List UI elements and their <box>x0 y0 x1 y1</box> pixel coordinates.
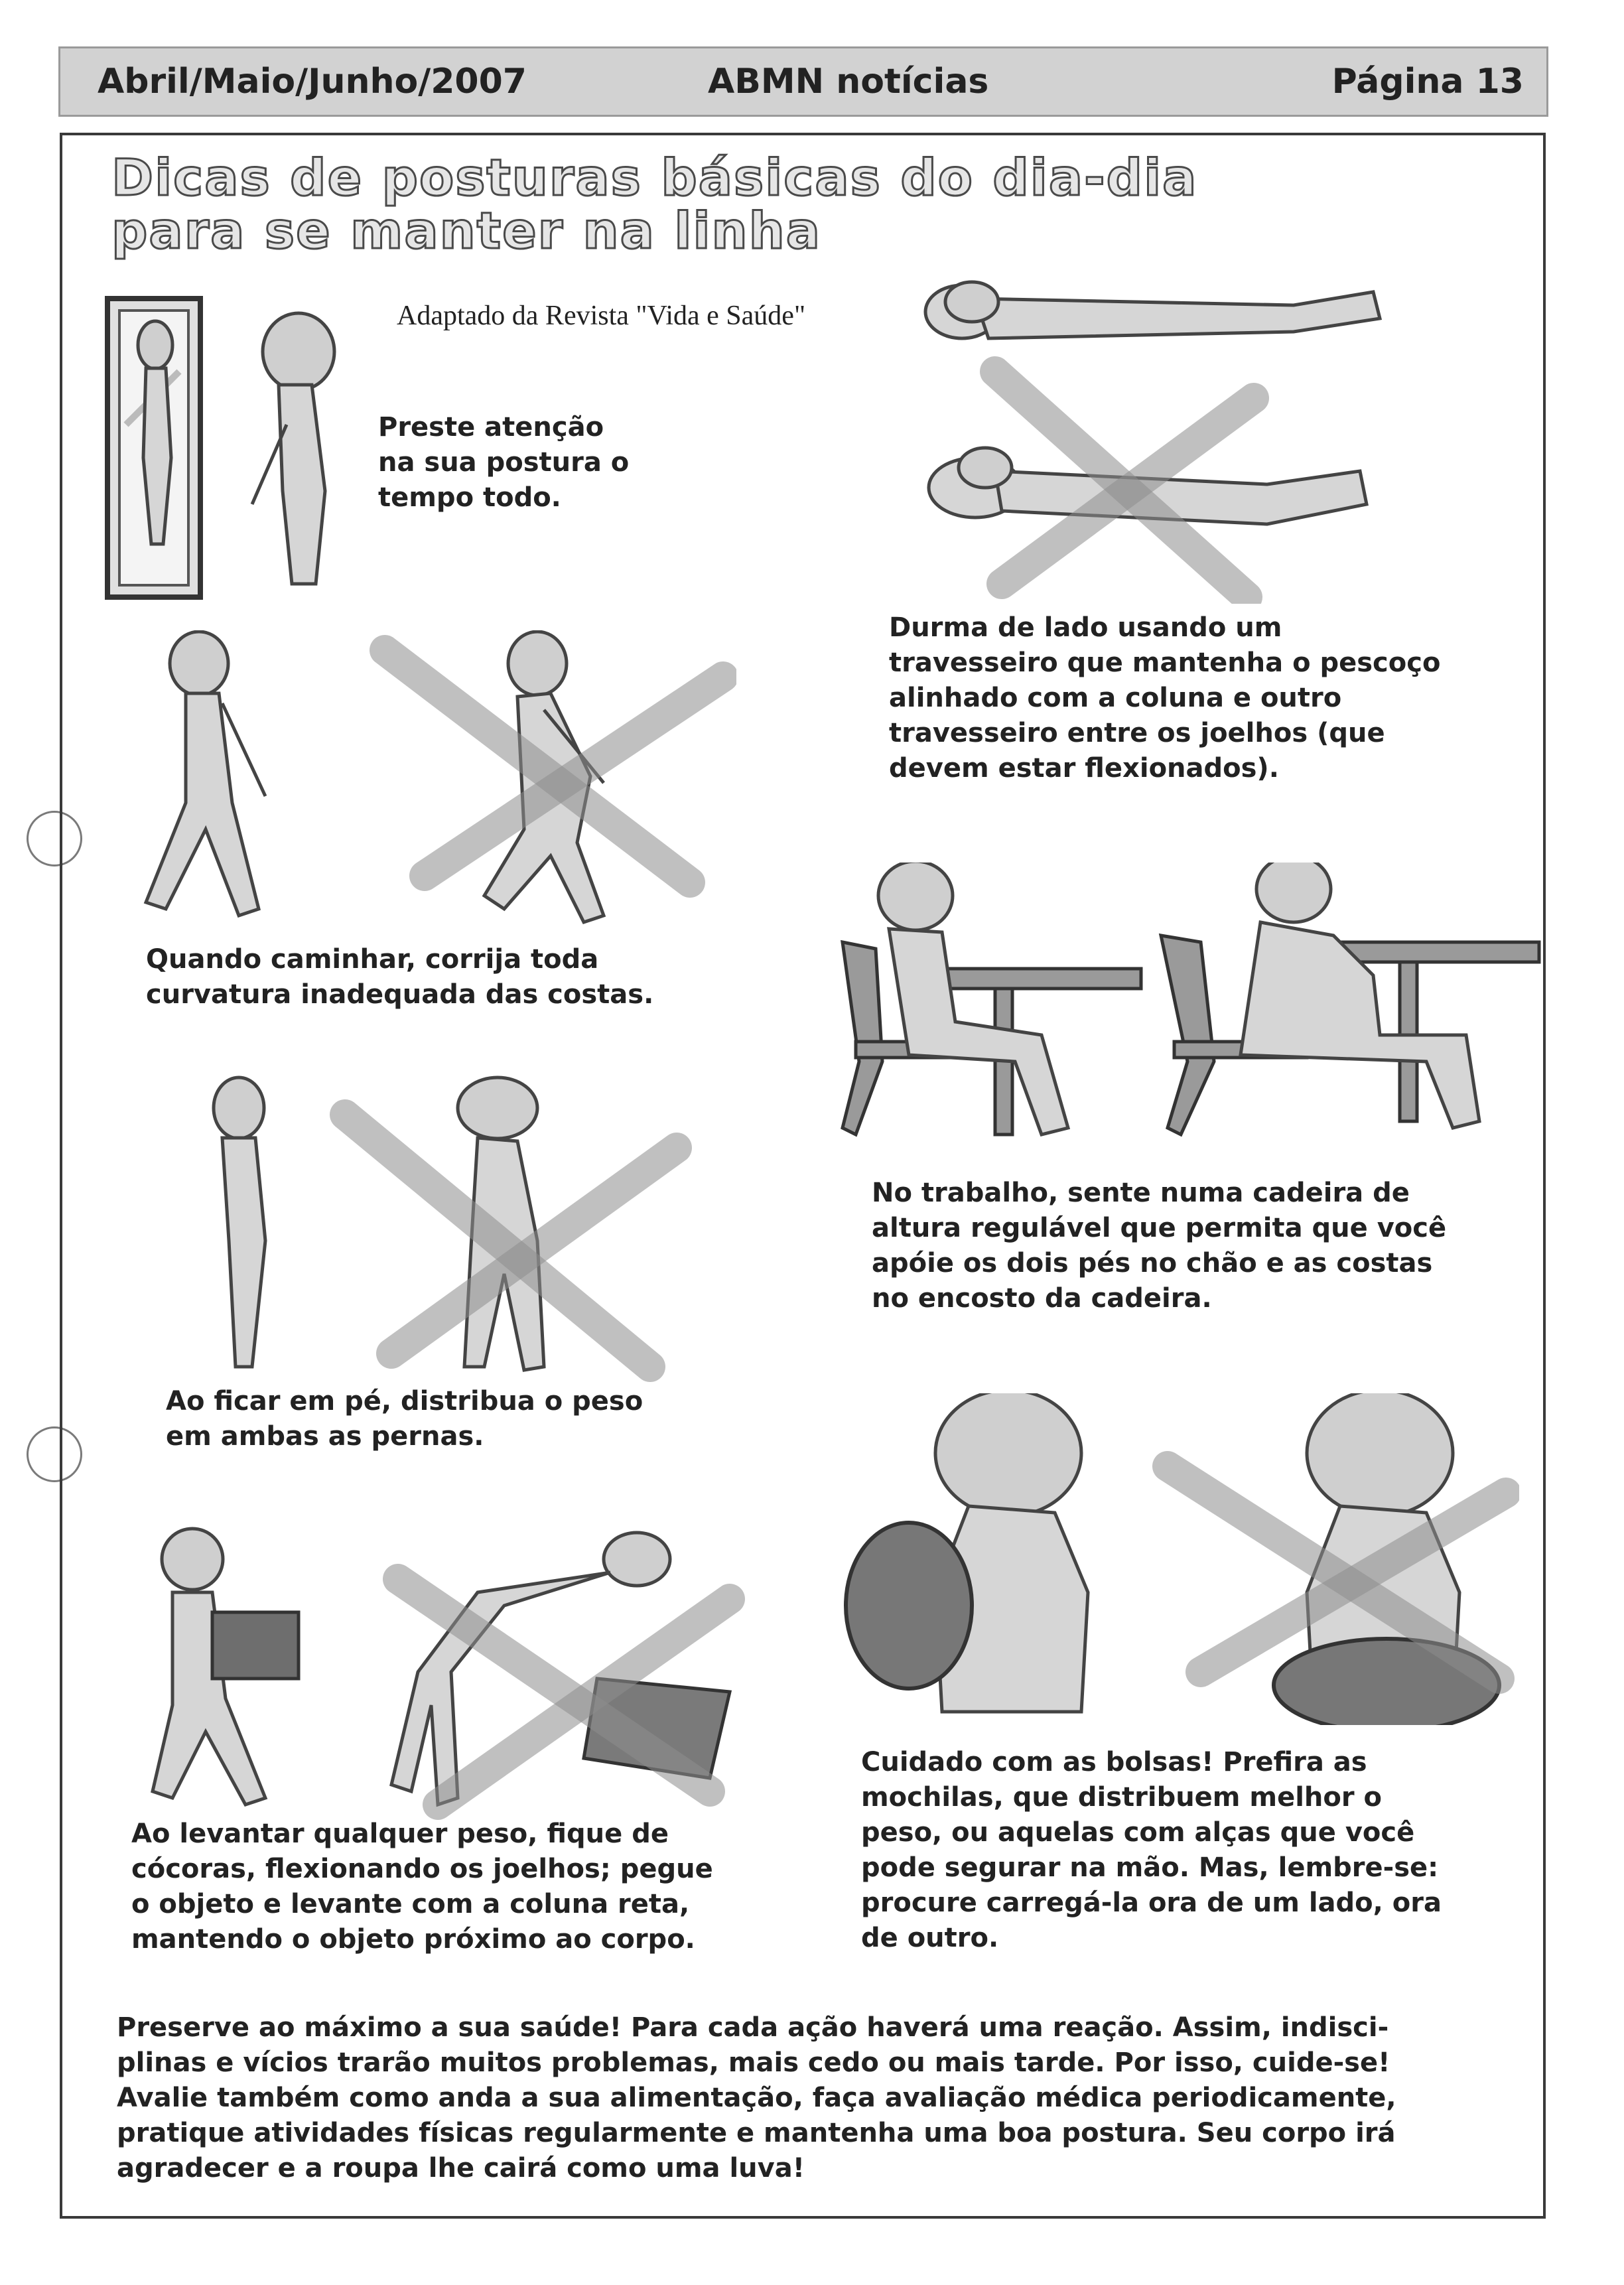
paragraph-line: Preserve ao máximo a sua saúde! Para cada ação haverá uma reação. Assim, indisci- <box>117 2012 1389 2043</box>
tip-line: cócoras, flexionando os joelhos; pegue <box>131 1854 713 1884</box>
tip-lift <box>131 1817 713 1957</box>
tip-line: devem estar flexionados). <box>889 753 1279 784</box>
tip-stand <box>166 1384 643 1454</box>
tip-sleep <box>889 610 1440 786</box>
tip-line: no encosto da cadeira. <box>872 1283 1212 1314</box>
bags-illustration <box>836 1393 1519 1725</box>
tip-line: apóie os dois pés no chão e as costas <box>872 1248 1433 1279</box>
title-line: Dicas de posturas básicas do dia-dia <box>111 148 1198 207</box>
tip-line: mochilas, que distribuem melhor o <box>861 1782 1383 1813</box>
tip-line: mantendo o objeto próximo ao corpo. <box>131 1924 695 1955</box>
closing-paragraph <box>117 2010 1510 2186</box>
article-title <box>111 148 1198 260</box>
tip-line: travesseiro entre os joelhos (que <box>889 718 1385 748</box>
page-header <box>58 46 1548 117</box>
tip-line: procure carregá-la ora de um lado, ora <box>861 1888 1442 1918</box>
tip-line: na sua postura o <box>378 447 630 478</box>
tip-line: Preste atenção <box>378 412 604 443</box>
tip-line: Ao ficar em pé, distribua o peso <box>166 1386 643 1417</box>
lifting-illustration <box>133 1519 763 1831</box>
tip-line: de outro. <box>861 1923 999 1953</box>
tip-line: curvatura inadequada das costas. <box>146 979 654 1010</box>
standing-illustration <box>172 1075 703 1387</box>
tip-posture <box>378 410 629 516</box>
sitting-illustration <box>829 863 1546 1141</box>
tip-line: travesseiro que mantenha o pescoço <box>889 648 1441 678</box>
page-number: Página 13 <box>1331 62 1524 102</box>
tip-line: peso, ou aquelas com alças que você <box>861 1817 1415 1848</box>
tip-line: No trabalho, sente numa cadeira de <box>872 1178 1410 1208</box>
tip-line: o objeto e levante com a coluna reta, <box>131 1889 690 1919</box>
tip-bags <box>861 1745 1442 1956</box>
paragraph-line: pratique atividades físicas regularmente e mantenha uma boa postura. Seu corpo irá <box>117 2118 1396 2148</box>
title-line: para se manter na linha <box>111 201 821 260</box>
paragraph-line: agradecer e a roupa lhe cairá como uma luva! <box>117 2153 805 2183</box>
tip-walk <box>146 942 653 1012</box>
tip-line: pode segurar na mão. Mas, lembre-se: <box>861 1852 1439 1883</box>
tip-line: Durma de lado usando um <box>889 612 1282 643</box>
tip-work <box>872 1176 1446 1316</box>
tip-line: tempo todo. <box>378 482 561 513</box>
article-source: Adaptado da Revista "Vida e Saúde" <box>397 301 806 331</box>
mirror-posture-illustration <box>100 292 378 610</box>
tip-line: Cuidado com as bolsas! Prefira as <box>861 1747 1367 1777</box>
tip-line: altura regulável que permita que você <box>872 1213 1447 1243</box>
sleep-illustration <box>922 272 1387 604</box>
tip-line: Ao levantar qualquer peso, fique de <box>131 1819 669 1849</box>
publication-name: ABMN notícias <box>708 62 989 102</box>
tip-line: em ambas as pernas. <box>166 1421 484 1452</box>
tip-line: alinhado com a coluna e outro <box>889 683 1342 713</box>
tip-line: Quando caminhar, corrija toda <box>146 944 599 975</box>
issue-date: Abril/Maio/Junho/2007 <box>98 62 527 102</box>
paragraph-line: Avalie também como anda a sua alimentação, faça avaliação médica periodicamente, <box>117 2083 1396 2113</box>
walking-illustration <box>126 630 736 942</box>
paragraph-line: plinas e vícios trarão muitos problemas, mais cedo ou mais tarde. Por isso, cuide-se! <box>117 2047 1390 2078</box>
